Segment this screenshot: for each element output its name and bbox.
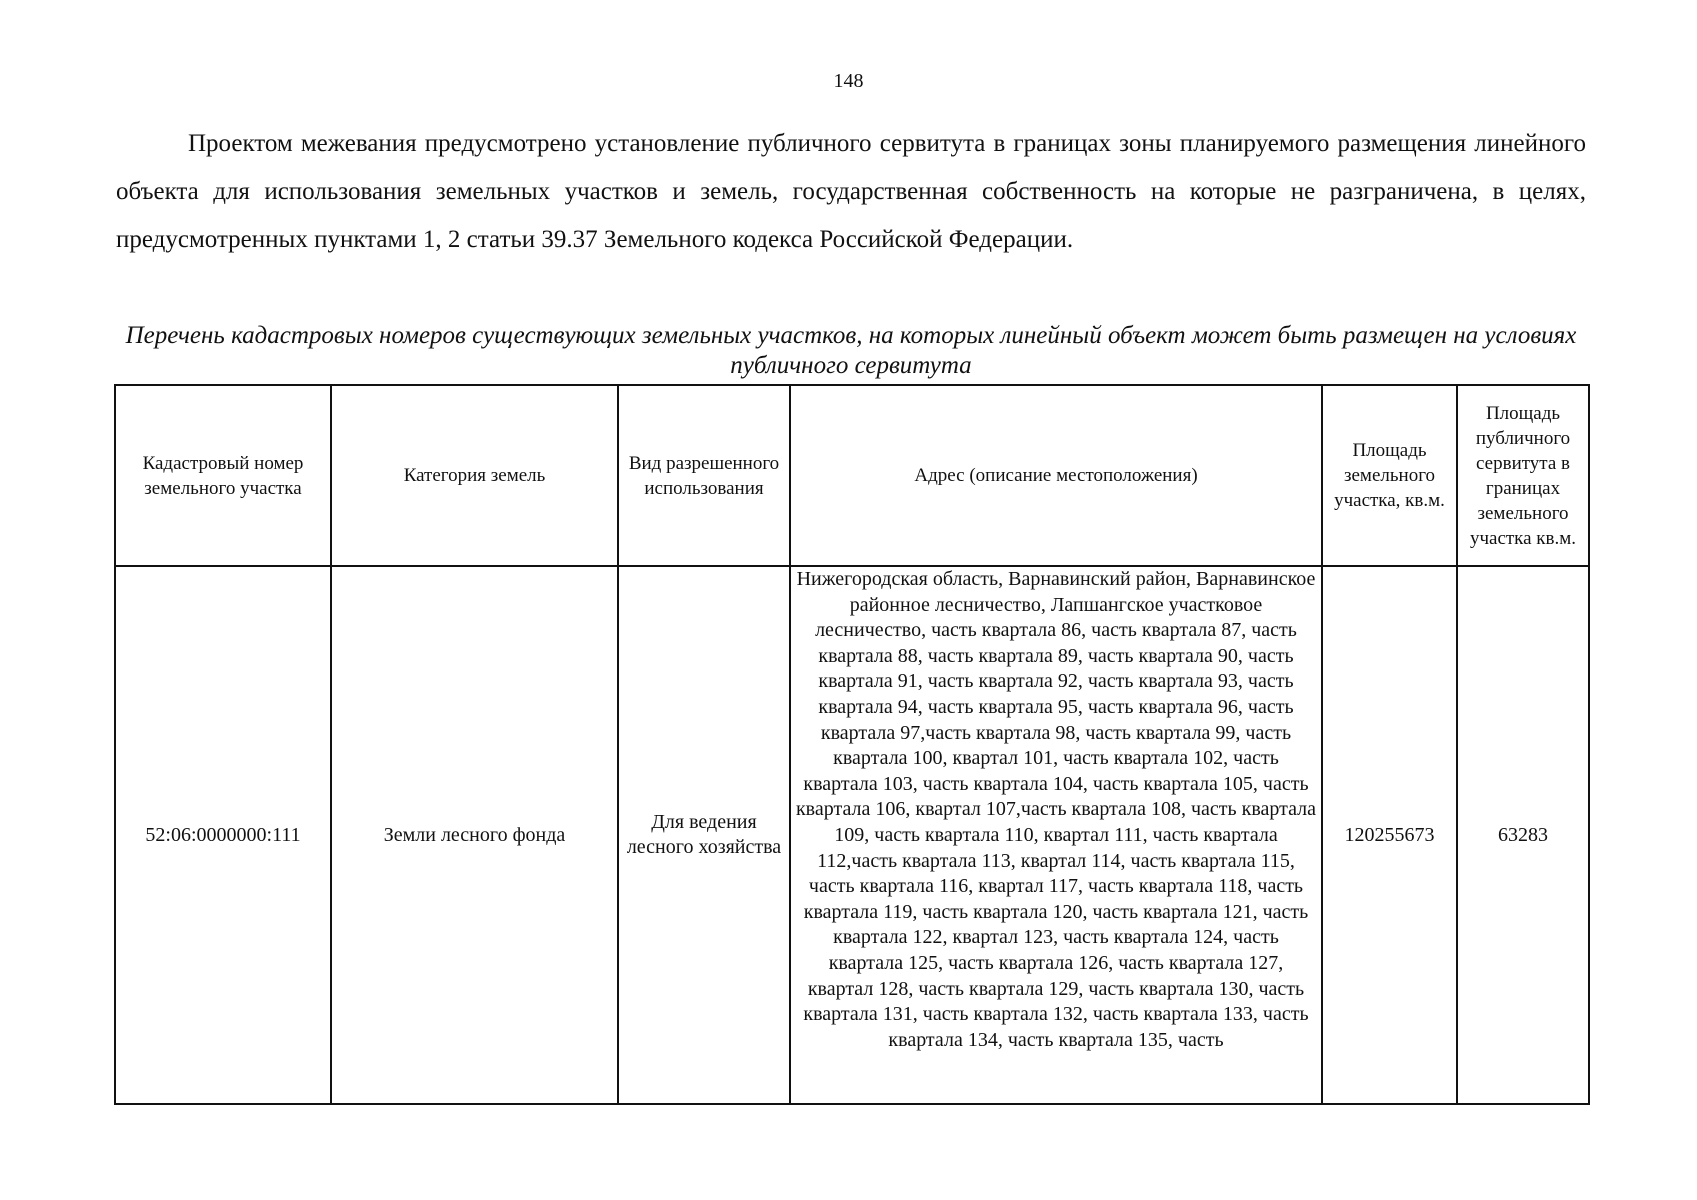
header-land-category: Категория земель [331, 385, 618, 566]
cell-land-category: Земли лесного фонда [331, 566, 618, 1104]
cell-permitted-use: Для ведения лесного хозяйства [618, 566, 790, 1104]
cadastral-table-container [114, 384, 1590, 1105]
cell-cadastral-number: 52:06:0000000:111 [115, 566, 331, 1104]
cadastral-table [114, 384, 1590, 1105]
table-caption: Перечень кадастровых номеров существующих земельных участков, на которых линейный объект может быть размещен на условиях публичного сервитута [125, 322, 1577, 379]
cell-plot-area: 120255673 [1322, 566, 1457, 1104]
page-number: 148 [833, 70, 864, 92]
header-permitted-use: Вид разрешенного использования [618, 385, 790, 566]
cell-address: Нижегородская область, Варнавинский район, Варнавинское районное лесничество, Лапшангское участковое лесничество, часть квартала 86, часть квартала 87, часть квартала 88, часть квартала 89, часть квартала 90, часть квартала 91, часть квартала 92, часть квартала 93, часть квартала 94, часть квартала 95, часть квартала 96, часть квартала 97,часть квартала 98, часть квартала 99, часть квартала 100, квартал 101, часть квартала 102, часть квартала 103, часть квартала 104, часть квартала 105, часть квартала 106, квартал 107,часть квартала 108, часть квартала 109, часть квартала 110, квартал 111, часть квартала 112,часть квартала 113, квартал 114, часть квартала 115, часть квартала 116, квартал 117, часть квартала 118, часть квартала 119, часть квартала 120, часть квартала 121, часть квартала 122, квартал 123, часть квартала 124, часть квартала 125, часть квартала 126, часть квартала 127, квартал 128, часть квартала 129, часть квартала 130, часть квартала 131, часть квартала 132, часть квартала 133, часть квартала 134, часть квартала 135, часть [790, 566, 1322, 1104]
header-servitude-area: Площадь публичного сервитута в границах земельного участка кв.м. [1457, 385, 1589, 566]
header-address: Адрес (описание местоположения) [790, 385, 1322, 566]
intro-paragraph: Проектом межевания предусмотрено установление публичного сервитута в границах зоны планируемого размещения линейного объекта для использования земельных участков и земель, государственная собственность на которые не разграничена, в целях, предусмотренных пунктами 1, 2 статьи 39.37 Земельного кодекса Российской Федерации. [116, 130, 1586, 253]
cell-servitude-area: 63283 [1457, 566, 1589, 1104]
table-row [115, 566, 1589, 1104]
header-cadastral-number: Кадастровый номер земельного участка [115, 385, 331, 566]
table-header-row [115, 385, 1589, 566]
header-plot-area: Площадь земельного участка, кв.м. [1322, 385, 1457, 566]
